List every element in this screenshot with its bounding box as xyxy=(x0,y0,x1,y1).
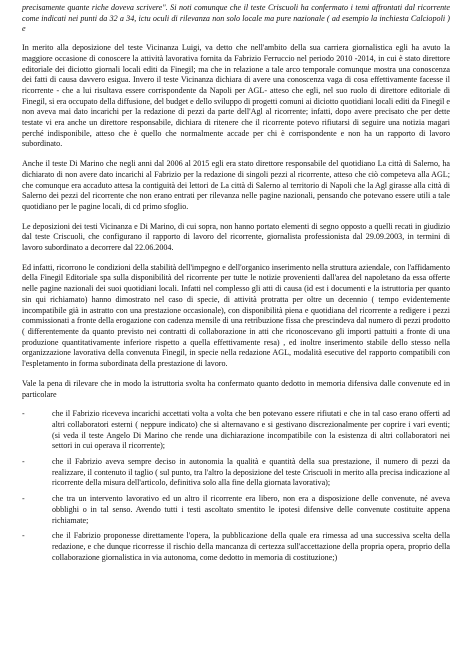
list-item xyxy=(22,409,450,452)
paragraph-depositions-summary: Le deposizioni dei testi Vicinanza e Di Marino, di cui sopra, non hanno portato elementi di segno opposto a quelli recati in giudizio dal teste Criscuoli, che configurano il rapporto di lavoro del ricorrente, giornalista professionista dal 29.09.2003, in termini di lavoro subordinato a decorrere dal 22.06.2004. xyxy=(22,221,450,253)
list-item xyxy=(22,531,450,563)
paragraph-testimony-di-marino: Anche il teste Di Marino che negli anni dal 2006 al 2015 egli era stato direttore responsabile del quotidiano La città di Salerno, ha dichiarato di non avere dato incarichi al Fabrizio per la redazione di singoli pezzi al ricorrente, atteso che ciò competeva alla AGL; che comunque era accaduto attesa la contiguità dei lettori de La città di Salerno al territorio di Napoli che la Agl girasse alla città di Salerno dei pezzi del ricorrente che non erano entrati per rilevanza nelle pagine nazionali, pensando che potevano essere utili a tale quotidiano per le pagine locali, di cd primo sfoglio. xyxy=(22,159,450,211)
list-item xyxy=(22,494,450,526)
paragraph-subordination-conditions: Ed infatti, ricorrono le condizioni della stabilità dell'impegno e dell'organico inserimento nella struttura aziendale, con l'affidamento della Finegil Editoriale spa sulla disponibilità del ricorrente per tutte le notizie provenienti dall'area del napoletano da essa offerte nelle pagine nazionali dei suoi quotidiani locali. Infatti nel complesso gli atti di causa (id est i documenti e la istruttoria per quanto sin qui richiamato) hanno dimostrato nel caso di specie, di attività protratta per oltre un decennio ( tempo evidentemente incompatibile già in astratto con una prestazione occasionale), con disponibilità piena e quotidiana del ricorrente a redigere i pezzi commissionati a fronte della erogazione con cadenza mensile di una retribuzione fissa che prescindeva dal numero di pezzi prodotto ( differentemente da quanto previsto nei contratti di collaborazione in atti che riconoscevano gli importi pattuiti a fronte di una produzione quantitativamente inferiore rispetto a quella effettivamente resa) , ed inoltre inserimento stabile dello stesso nella organizzazione lavorativa della convenuta Finegil, in specie nella redazione AGL, modalità esecutive del rapporto compatibili con l'espletamento in forma subordinata della prestazione di lavoro. xyxy=(22,262,450,369)
list-bullet: - xyxy=(22,494,25,504)
list-item-text: che tra un intervento lavorativo ed un altro il ricorrente era libero, non era a disposizione delle convenute, né aveva obblighi o in tal senso. Avendo tutti i testi ascoltato smentito le ipotesi difensive delle convenute costituite appena richiamate; xyxy=(52,494,450,525)
defense-points-list xyxy=(22,409,450,563)
paragraph-list-intro: Vale la pena di rilevare che in modo la istruttoria svolta ha confermato quanto dedotto in memoria difensiva dalle convenute ed in particolare xyxy=(22,378,450,399)
paragraph-testimony-criscuoli: precisamente quante riche doveva scrivere". Si noti comunque che il teste Criscuoli ha confermato i temi affrontati dal ricorrente come indicati nei punti da 32 a 34, ictu oculi di rilevanza non solo locale ma pure nazionale ( ad esempio la inchiesta Calciopoli ) e xyxy=(22,3,450,34)
list-item-text: che il Fabrizio proponesse direttamente l'opera, la pubblicazione della quale era rimessa ad una successiva scelta della redazione, e che dunque ricorresse il rischio della mancanza di certezza sull'accettazione della propria opera, proprio della collaborazione giornalistica in via autonoma, come dedotto in memoria di costituzione;) xyxy=(52,531,450,562)
list-bullet: - xyxy=(22,457,25,467)
paragraph-testimony-vicinanza: In merito alla deposizione del teste Vicinanza Luigi, va detto che nell'ambito della sua carriera giornalistica egli ha avuto la maggiore occasione di conoscere la attività lavorativa fornita da Fabrizio Ferruccio nel periodo 2010 -2014, in cui è stato direttore editoriale dei diciotto giornali locali editi da Finegil; ma che in relazione a tale arco temporale comunque mostra una conoscenza dei fatti di causa davvero esigua. Invero il teste Vicinanza dichiara di avere una conoscenza vaga di cosa effettivamente facesse il ricorrente - che a lui risultava essere corrispondente da Napoli per AGL- atteso che egli, nel suo ruolo di direttore editoriale di Finegil, si era occupato della diffusione, del budget e dello sviluppo di progetti comuni ai diciotto quotidiani locali editi da Finegil e non aveva mai dato incarichi per la redazione di pezzi da parte dell'Agl al ricorrente; infatti, dopo avere precisato che per dette testate vi era anche un direttore responsabile, dichiara di ritenere che il ricorrente potevo rifiutarsi di seguire una notizia magari perché indisponibile, atteso che è quello che normalmente accade per chi è corrispondente e non ha un rapporto di lavoro subordinato. xyxy=(22,43,450,149)
list-item-text: che il Fabrizio aveva sempre deciso in autonomia la qualità e quantità della sua prestazione, il numero di pezzi da realizzare, il contenuto il taglio ( sul punto, tra l'altro la deposizione del teste Criscuoli in merito alla precisa indicazione al ricorrente della misura dell'articolo, definitiva solo alla fine della giornata lavorativa); xyxy=(52,457,450,488)
list-item-text: che il Fabrizio riceveva incarichi accettati volta a volta che ben potevano essere rifiutati e che in tal caso erano offerti ad altri collaboratori esterni ( neppure indicato) che si alternavano e si gestivano discrezionalmente per coprire i vari eventi; (si veda il teste Angelo Di Marino che rende una dichiarazione incompatibile con la esistenza di altri collaboratori nei settori in cui operava il ricorrente); xyxy=(52,409,450,451)
list-bullet: - xyxy=(22,409,25,419)
list-item xyxy=(22,457,450,489)
document-page xyxy=(22,3,450,568)
list-bullet: - xyxy=(22,531,25,541)
